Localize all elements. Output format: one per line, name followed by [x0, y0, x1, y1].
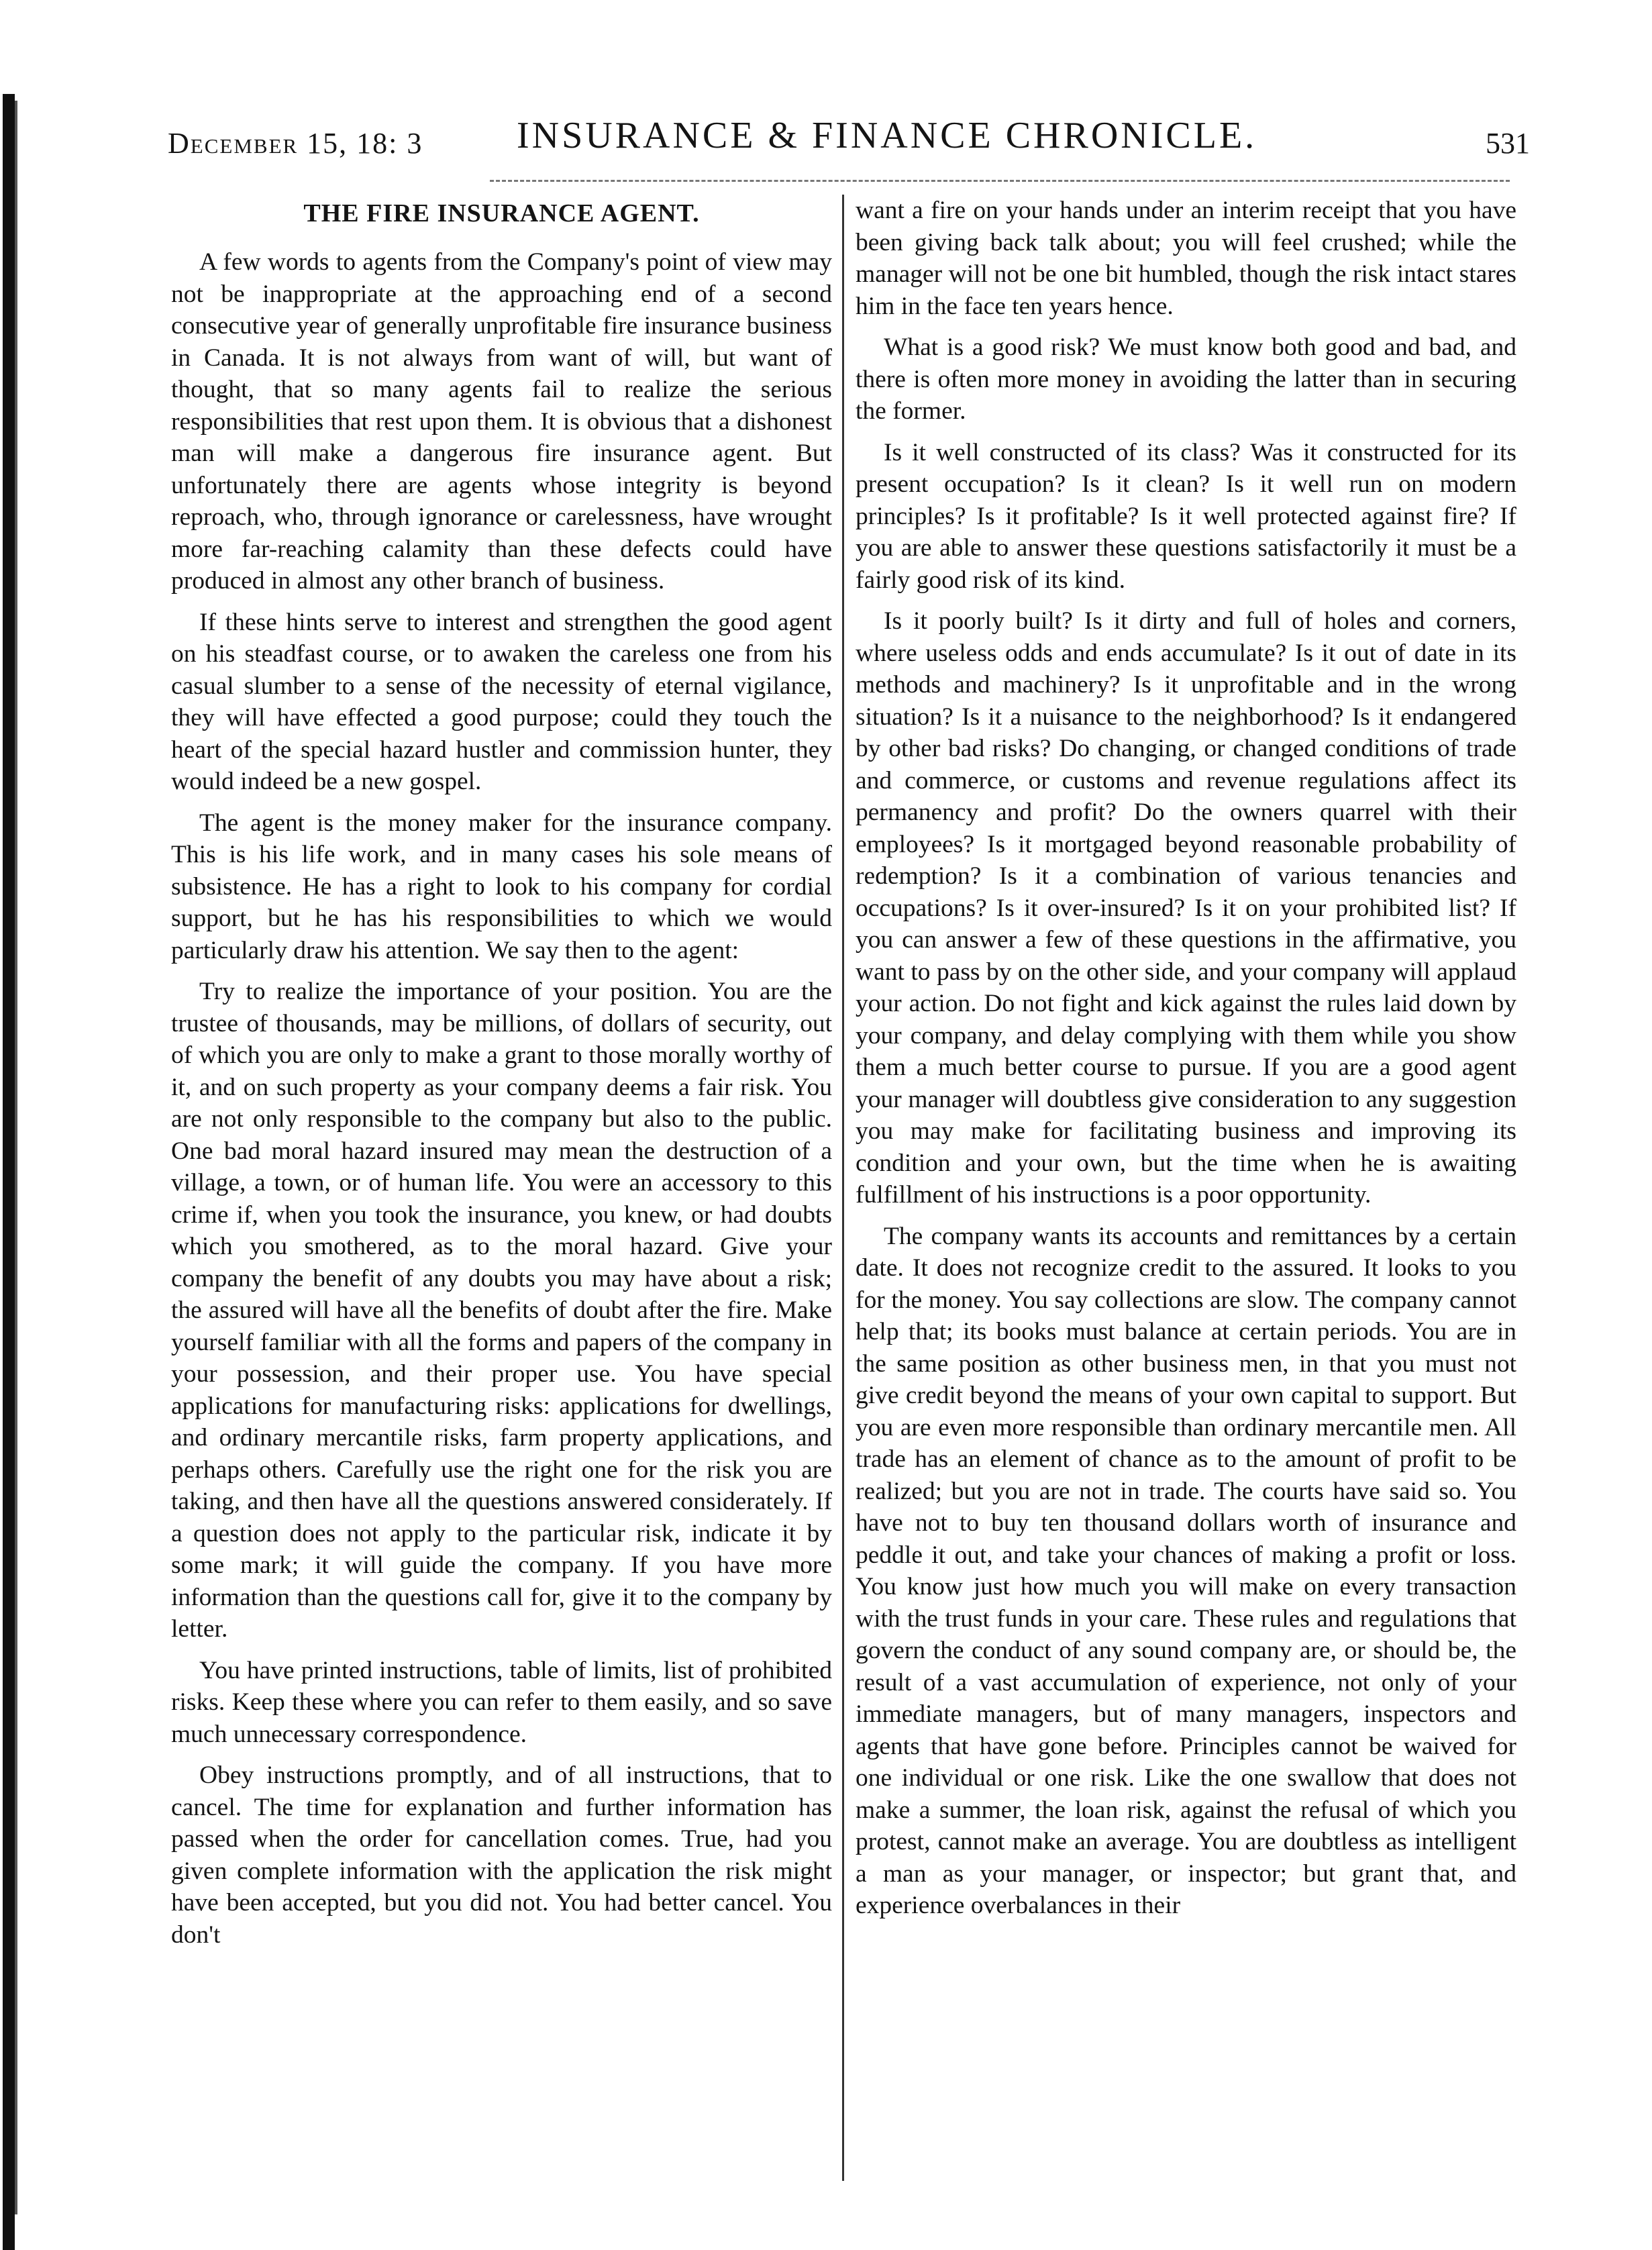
paragraph: Is it well constructed of its class? Was it constructed for its present occupation? Is it clean? Is it well run on modern principles? Is it profitable? Is it well protected against fire? If you are able to answer these questions satisfactorily it must be a fairly good risk of its kind. — [856, 438, 1516, 594]
binding-spine-edge — [15, 101, 17, 2214]
header-rule — [490, 180, 1510, 182]
page-header — [168, 114, 1530, 174]
paragraph-continued: want a fire on your hands under an interim receipt that you have been giving back talk about; you will feel crushed; while the manager will not be one bit humbled, though the risk intact stares him in the face ten years hence. — [856, 197, 1516, 320]
paragraph: Try to realize the importance of your position. You are the trustee of thousands, may be millions, of dollars of security, out of which you are only to make a grant to those morally worthy of it, and on such property as your company deems a fair risk. You are not only responsible to the company but also to the public. One bad moral hazard insured may mean the destruction of a village, a town, or of human life. You were an accessory to this crime if, when you took the insurance, you knew, or had doubts which you smothered, as to the moral hazard. Give your company the benefit of any doubts you may have about a risk; the assured will have all the benefits of doubt after the fire. Make yourself familiar with all the forms and papers of the company in your possession, and their proper use. You have special applications for manufacturing risks: applications for dwellings, and ordinary mercantile risks, farm property applications, and perhaps others. Carefully use the right one for the risk you are taking, and then have all the questions answered considerately. If a question does not apply to the particular risk, indicate it by some mark; it will guide the company. If you have more information than the questions call for, give it to the company by letter. — [171, 978, 832, 1643]
paragraph: If these hints serve to interest and strengthen the good agent on his steadfast course, or to awaken the careless one from his casual slumber to a sense of the necessity of eternal vigilance, they will have effected a good purpose; could they touch the heart of the special hazard hustler and commission hunter, they would indeed be a new gospel. — [171, 608, 832, 795]
paragraph: The agent is the money maker for the insurance company. This is his life work, and in many cases his sole means of subsistence. He has a right to look to his company for cordial support, but he has his responsibilities to which we would particularly draw his attention. We say then to the agent: — [171, 809, 832, 964]
column-rule — [842, 195, 844, 2181]
paragraph: You have printed instructions, table of limits, list of prohibited risks. Keep these where you can refer to them easily, and so save much unnecessary correspondence. — [171, 1656, 832, 1748]
left-column — [171, 198, 832, 2211]
header-title: INSURANCE & FINANCE CHRONICLE. — [517, 115, 1257, 156]
paragraph: Is it poorly built? Is it dirty and full of holes and corners, where useless odds and ends accumulate? Is it out of date in its methods and machinery? Is it unprofitable and in the wrong situation? Is it a nuisance to the neighborhood? Is it endangered by other bad risks? Do changing, or changed conditions of trade and commerce, or customs and revenue regulations affect its permanency and profit? Do the owners quarrel with their employees? Is it mortgaged beyond reasonable probability of redemption? Is it a combination of various tenancies and occupations? Is it over-insured? Is it on your prohibited list? If you can answer a few of these questions in the affirmative, you want to pass by on the other side, and your company will applaud your action. Do not fight and kick against the rules laid down by your company, and delay complying with them while you show them a much better course to pursue. If you are a good agent your manager will doubtless give consideration to any suggestion you may make for facilitating business and improving its condition and your own, but the time when he is awaiting fulfillment of his instructions is a poor opportunity. — [856, 607, 1516, 1209]
paragraph: What is a good risk? We must know both good and bad, and there is often more money in avoiding the latter than in securing the former. — [856, 334, 1516, 425]
binding-spine — [3, 94, 15, 2250]
header-date: December 15, 18: 3 — [168, 127, 423, 160]
right-column — [856, 195, 1516, 2208]
article-title: THE FIRE INSURANCE AGENT. — [303, 199, 700, 227]
paragraph: Obey instructions promptly, and of all instructions, that to cancel. The time for explanation and further information has passed when the order for cancellation comes. True, had you given complete information with the application the risk might have been accepted, but you did not. You had better cancel. You don't — [171, 1761, 832, 1949]
page-number: 531 — [1486, 127, 1530, 160]
paragraph: A few words to agents from the Company's point of view may not be inappropriate at the approaching end of a second consecutive year of generally unprofitable fire insurance business in Canada. It is not always from want of will, but want of thought, that so many agents fail to realize the serious responsibilities that rest upon them. It is obvious that a dishonest man will make a dangerous fire insurance agent. But unfortunately there are agents whose integrity is beyond reproach, who, through ignorance or carelessness, have wrought more far-reaching calamity than these defects could have produced in almost any other branch of business. — [171, 248, 832, 595]
paragraph: The company wants its accounts and remittances by a certain date. It does not recognize credit to the assured. It looks to you for the money. You say collections are slow. The company cannot help that; its books must balance at certain periods. You are in the same position as other business men, in that you must not give credit beyond the means of your own capital to support. But you are even more responsible than ordinary mercantile men. All trade has an element of chance as to the amount of profit to be realized; but you are not in trade. The courts have said so. You have not to buy ten thousand dollars worth of insurance and peddle it out, and take your chances of making a profit or loss. You know just how much you will make on every transaction with the trust funds in your care. These rules and regulations that govern the conduct of any sound company are, or should be, the result of a vast accumulation of experience, not only of your immediate managers, but of many managers, inspectors and agents that have gone before. Principles cannot be waived for one individual or one risk. Like the one swallow that does not make a summer, the loan risk, against the refusal of which you protest, cannot make an average. You are doubtless as intelligent a man as your manager, or inspector; but grant that, and experience overbalances in their — [856, 1222, 1516, 1919]
